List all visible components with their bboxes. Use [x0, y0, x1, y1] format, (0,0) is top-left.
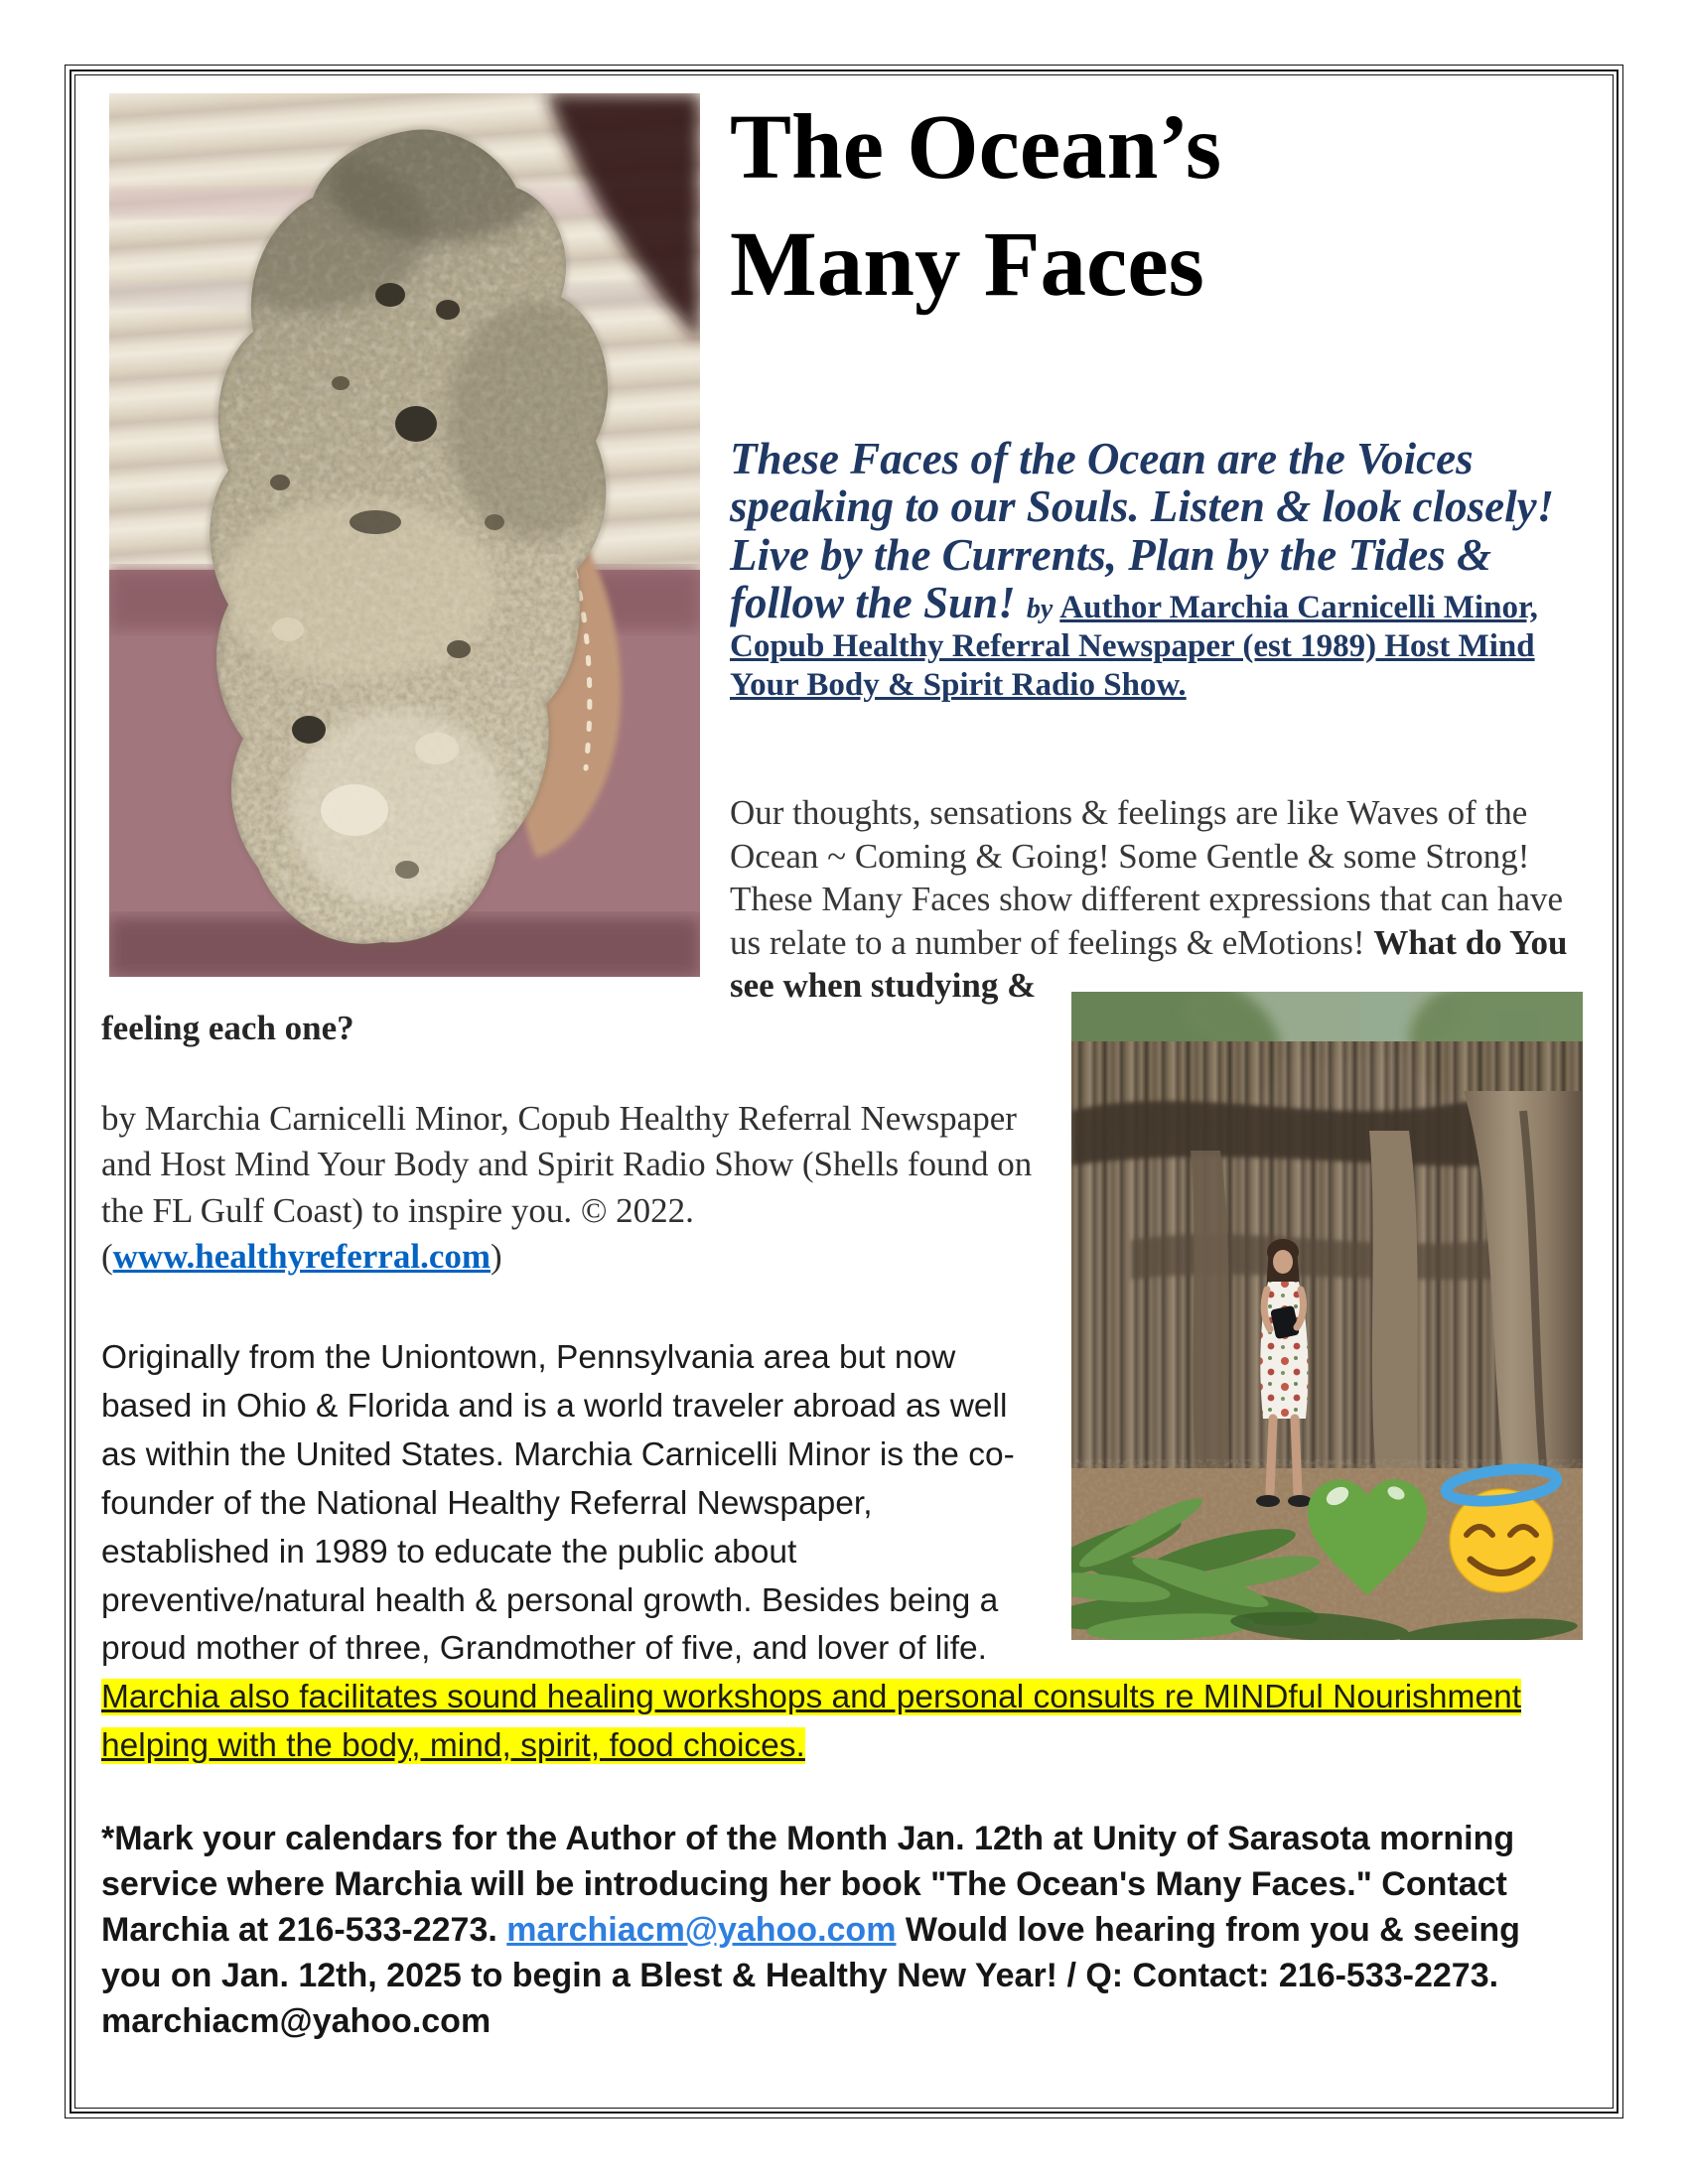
- shell-face-photo-image: [109, 93, 700, 977]
- credit-text: by Marchia Carnicelli Minor, Copub Healthy Referral Newspaper and Host Mind Your Body and Spirit Radio Show (Shells found on the FL Gulf Coast) to inspire you. © 2022. (: [101, 1098, 1033, 1277]
- intro-bold-question: What do You see when studying & feeling each one?: [101, 922, 1568, 1048]
- byline-by-word: by: [1026, 593, 1060, 624]
- credit-paragraph: by Marchia Carnicelli Minor, Copub Healthy Referral Newspaper and Host Mind Your Body and Spirit Radio Show (Shells found on the FL Gulf Coast) to inspire you. © 2022. (www.healthyreferral.com): [101, 1098, 1033, 1277]
- email-link[interactable]: marchiacm@yahoo.com: [506, 1910, 897, 1949]
- highlighted-note: Marchia also facilitates sound healing workshops and personal consults re MINDful Nourishment helping with the body, mind, spirit, food choices.: [101, 1679, 1522, 1765]
- intro-text-continued: eMotions!: [1221, 922, 1374, 962]
- byline-author-link[interactable]: Author Marchia Carnicelli Minor, Copub Healthy Referral Newspaper (est 1989) Host Mind Your Body & Spirit Radio Show.: [730, 589, 1538, 703]
- title-line-2: Many Faces: [730, 213, 1204, 317]
- banyan-tree-photo-image: [1071, 992, 1583, 1640]
- title-line-1: The Ocean’s: [730, 96, 1222, 199]
- footer-announcement: [101, 1817, 1583, 2044]
- shell-face-photo: [109, 93, 700, 977]
- banyan-tree-photo: [1071, 992, 1583, 1640]
- healthyreferral-link[interactable]: www.healthyreferral.com: [112, 1237, 492, 1277]
- footer-text: *Mark your calendars for the Author of the Month Jan. 12th at Unity of Sarasota morning service where Marchia will be introducing her book "The Ocean's Many Faces." Contact Marchia at 216-533-2273.: [101, 1820, 1515, 1949]
- page-border-frame: [65, 65, 1623, 2118]
- intro-text: Our thoughts, sensations & feelings are like Waves of the Ocean ~ Coming & Going! Some Gentle & some Strong! These Many Faces show different expressions that can have us relate to a number of feelings &: [730, 793, 1564, 962]
- lead-italic-text: These Faces of the Ocean are the Voices speaking to our Souls. Listen & look closely! Live by the Currents, Plan by the Tides & follow the Sun!: [730, 434, 1555, 627]
- footer-text-continued: Would love hearing from you & seeing you on Jan. 12th, 2025 to begin a Blest & Healthy New Year! / Q: Contact: 216-533-2273. marchiacm@yahoo.com: [101, 1910, 1520, 2040]
- bio-text: Originally from the Uniontown, Pennsylvania area but now based in Ohio & Florida and is a world traveler abroad as well as within the United States. Marchia Carnicelli Minor is the co-founder of the National Healthy Referral Newspaper, established in 1989 to educate the public about preventive/natural health & personal growth. Besides being a proud mother of three, Grandmother of five, and lover of life.: [101, 1338, 1015, 1668]
